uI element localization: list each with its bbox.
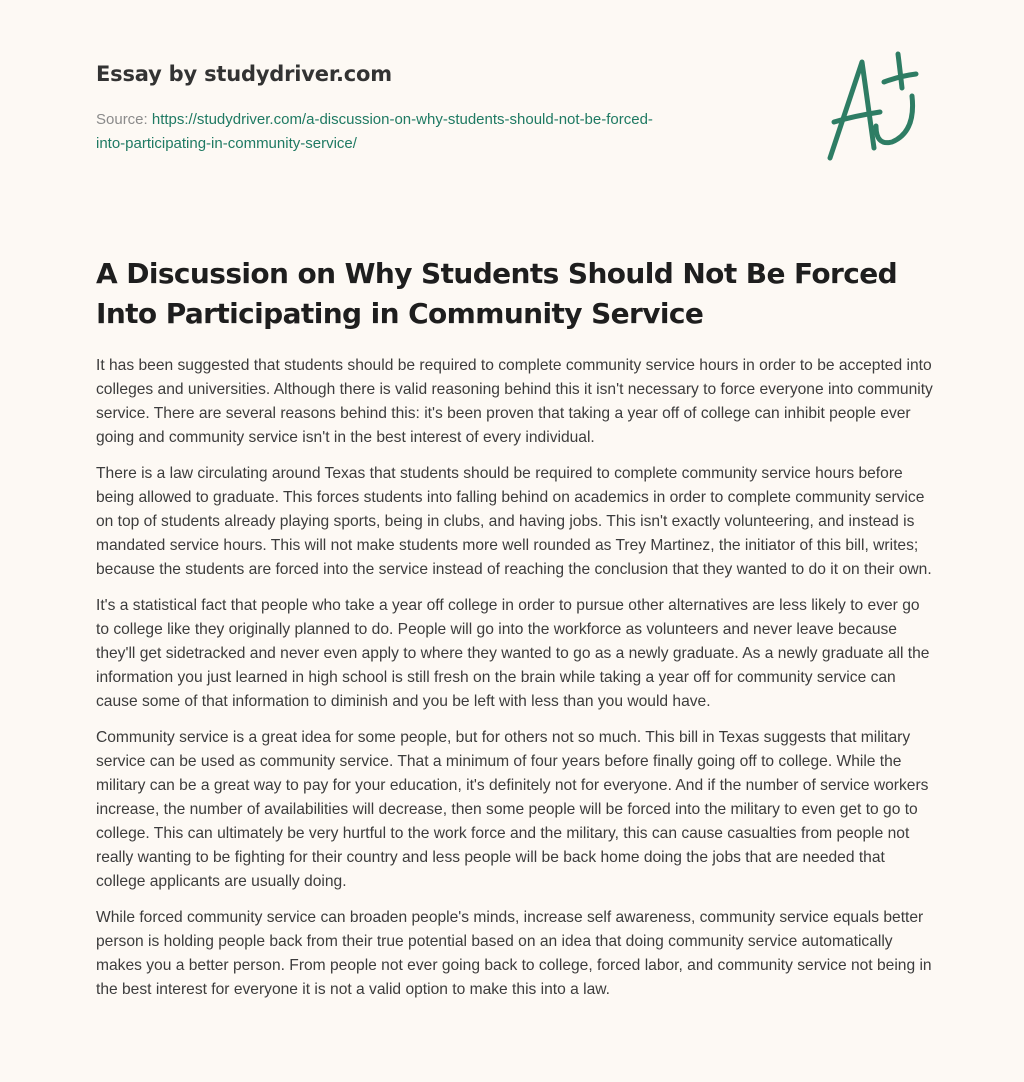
page-header xyxy=(96,62,756,156)
source-link[interactable]: https://studydriver.com/a-discussion-on-why-students-should-not-be-forced- into-participating-in-community-service/ xyxy=(96,111,653,152)
essay-paragraph: It's a statistical fact that people who take a year off college in order to pursue other alternatives are less likely to ever go to college like they originally planned to do. People will go into the workforce as volunteers and never leave because they'll get sidetracked and never even apply to where they wanted to go as a newly graduate. As a newly graduate all the information you just learned in high school is still fresh on the brain while taking a year off for community service can cause some of that information to diminish and you be left with less than you would have. xyxy=(96,597,930,710)
essay-paragraph: While forced community service can broaden people's minds, increase self awareness, community service equals better person is holding people back from their true potential based on an idea that doing community service automatically makes you a better person. From people not ever going back to college, forced labor, and community service not being in the best interest for everyone it is not a valid option to make this into a law. xyxy=(96,909,932,998)
essay-title: A Discussion on Why Students Should Not Be Forced Into Participating in Community Service xyxy=(96,257,898,330)
essay-paragraph: It has been suggested that students should be required to complete community service hours in order to be accepted into colleges and universities. Although there is valid reasoning behind this it isn't necessary to force everyone into community service. There are several reasons behind this: it's been proven that taking a year off of college can inhibit people ever going and community service isn't in the best interest of every individual. xyxy=(96,357,933,446)
a-plus-grade-icon xyxy=(820,40,930,165)
source-line xyxy=(96,108,756,156)
site-title: Essay by studydriver.com xyxy=(96,62,392,86)
essay-body xyxy=(96,354,936,1014)
source-label: Source: xyxy=(96,111,148,128)
essay-paragraph: Community service is a great idea for some people, but for others not so much. This bill in Texas suggests that military service can be used as community service. That a minimum of four years before finally going off to college. While the military can be a great way to pay for your education, it's definitely not for everyone. And if the number of service workers increase, the number of availabilities will decrease, then some people will be forced into the military to even get to go to college. This can ultimately be very hurtful to the work force and the military, this can cause casualties from people not really wanting to be fighting for their country and less people will be back home doing the jobs that are needed that college applicants are usually doing. xyxy=(96,729,929,890)
essay-paragraph: There is a law circulating around Texas that students should be required to complete community service hours before being allowed to graduate. This forces students into falling behind on academics in order to complete community service on top of students already playing sports, being in clubs, and having jobs. This isn't exactly volunteering, and instead is mandated service hours. This will not make students more well rounded as Trey Martinez, the initiator of this bill, writes; because the students are forced into the service instead of reaching the conclusion that they wanted to do it on their own. xyxy=(96,465,932,578)
